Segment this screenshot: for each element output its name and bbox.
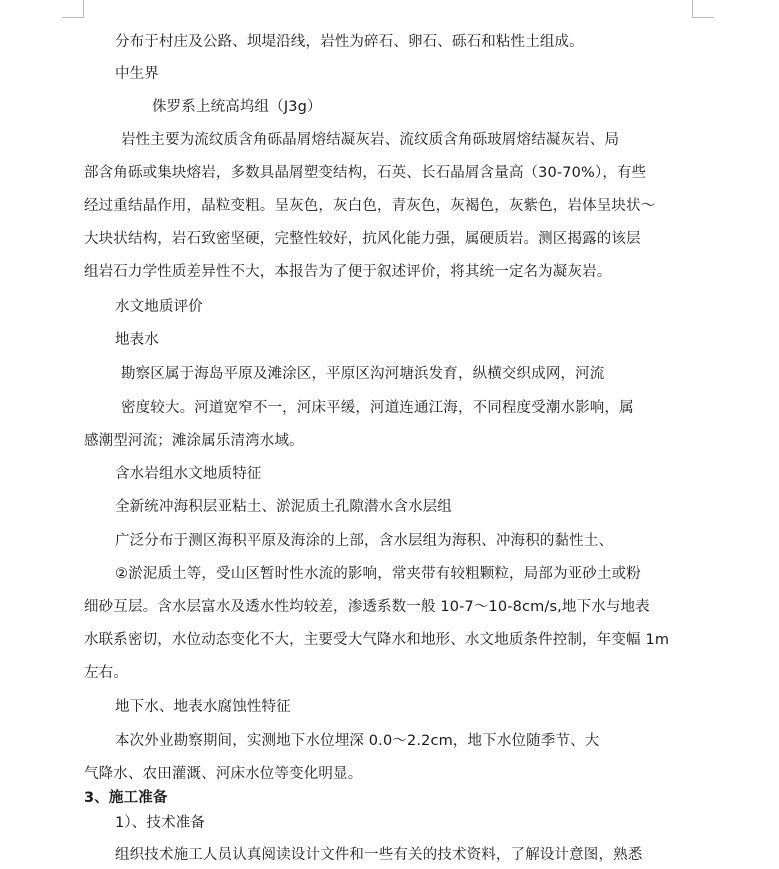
section-heading-mesozoic: 中生界 (115, 66, 159, 82)
text-line: 细砂互层。含水层富水及透水性均较差，渗透系数一般 10-7～10-8cm/s,地下水与地表 (84, 599, 650, 615)
text-line: 岩性主要为流纹质含角砾晶屑熔结凝灰岩、流纹质含角砾玻屑熔结凝灰岩、局 (121, 132, 620, 148)
text-line: ②淤泥质土等，受山区暂时性水流的影响，常夹带有较粗颗粒，局部为亚砂土或粉 (115, 566, 641, 582)
text-line: 水联系密切，水位动态变化不大，主要受大气降水和地形、水文地质条件控制，年变幅 1m (84, 632, 670, 648)
crop-mark-top-left-horizontal (62, 17, 84, 18)
text-line: 部含角砾或集块熔岩，多数具晶屑塑变结构，石英、长石晶屑含量高（30-70%），有些 (84, 165, 647, 181)
text-line: 分布于村庄及公路、坝堤沿线，岩性为碎石、卵石、砾石和粘性土组成。 (115, 34, 584, 50)
section-heading-corrosion: 地下水、地表水腐蚀性特征 (115, 699, 291, 715)
text-line: 气降水、农田灌溉、河床水位等变化明显。 (84, 766, 363, 782)
text-line: 密度较大。河道宽窄不一，河床平缓，河道连通江海，不同程度受潮水影响，属 (121, 400, 634, 416)
text-line: 组织技术施工人员认真阅读设计文件和一些有关的技术资料，了解设计意图，熟悉 (115, 847, 643, 863)
crop-mark-top-left-vertical (83, 0, 84, 18)
section-heading-aquifer: 含水岩组水文地质特征 (115, 466, 262, 482)
crop-mark-top-right-horizontal (692, 17, 714, 18)
text-line: 组岩石力学性质差异性不大，本报告为了便于叙述评价，将其统一定名为凝灰岩。 (84, 264, 612, 280)
subsection-heading-technical-prep: 1）、技术准备 (115, 815, 206, 831)
section-heading-surface-water: 地表水 (115, 332, 159, 348)
text-line: 左右。 (84, 665, 128, 681)
subsection-heading-jurassic: 侏罗系上统高坞组（J3g） (152, 99, 322, 115)
crop-mark-top-right-vertical (692, 0, 693, 18)
chapter-heading-construction-prep: 3、施工准备 (84, 790, 168, 806)
text-line: 大块状结构，岩石致密坚硬，完整性较好，抗风化能力强，属硬质岩。测区揭露的该层 (84, 231, 641, 247)
text-line: 感潮型河流；滩涂属乐清湾水域。 (84, 433, 304, 449)
text-line: 勘察区属于海岛平原及滩涂区，平原区沟河塘浜发育，纵横交织成网，河流 (121, 366, 605, 382)
text-line: 经过重结晶作用，晶粒变粗。呈灰色，灰白色，青灰色，灰褐色，灰紫色，岩体呈块状～ (84, 198, 656, 214)
text-line: 本次外业勘察期间，实测地下水位埋深 0.0～2.2cm，地下水位随季节、大 (115, 733, 600, 749)
subsection-heading-holocene: 全新统冲海积层亚粘土、淤泥质土孔隙潜水含水层组 (115, 499, 452, 515)
section-heading-hydrogeology: 水文地质评价 (115, 299, 203, 315)
text-line: 广泛分布于测区海积平原及海涂的上部，含水层组为海积、冲海积的黏性土、 (115, 533, 614, 549)
